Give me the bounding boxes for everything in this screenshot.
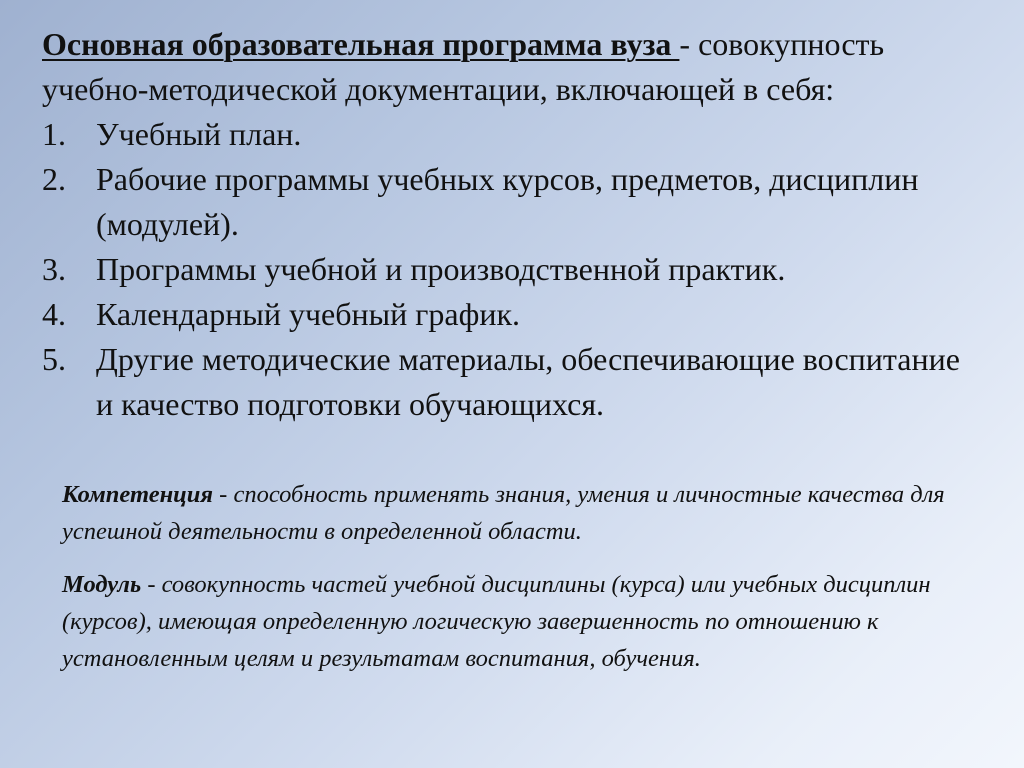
main-content	[42, 22, 982, 427]
competence-text: - способность применять знания, умения и личностные качества для успешной деятельности в определенной области.	[62, 481, 945, 545]
list-item-text: Учебный план.	[96, 116, 302, 152]
list-item-text: Другие методические материалы, обеспечивающие воспитание и качество подготовки обучающихся.	[96, 341, 960, 422]
list-item-text: Программы учебной и производственной практик.	[96, 251, 786, 287]
list-item	[42, 292, 982, 337]
list-item-text: Календарный учебный график.	[96, 296, 520, 332]
list-item-number: 4.	[42, 296, 66, 332]
list-item-number: 5.	[42, 341, 66, 377]
list-item-number: 3.	[42, 251, 66, 287]
module-definition	[62, 566, 962, 677]
competence-definition	[62, 476, 962, 550]
program-term: Основная образовательная программа вуза	[42, 26, 680, 62]
list-item	[42, 157, 982, 247]
list-item	[42, 337, 982, 427]
module-term: Модуль	[62, 571, 142, 598]
module-text: - совокупность частей учебной дисциплины (курса) или учебных дисциплин (курсов), имеющая определенную логическую завершенность по отношению к установленным целям и результатам воспитания, обучения.	[62, 571, 931, 672]
list-item-number: 1.	[42, 116, 66, 152]
list-item	[42, 247, 982, 292]
competence-term: Компетенция	[62, 481, 214, 508]
program-dash: -	[679, 26, 691, 62]
list-item	[42, 112, 982, 157]
definitions-block	[62, 476, 962, 677]
program-intro: совокупность учебно-методической документации, включающей в себя:	[42, 26, 885, 107]
program-definition	[42, 22, 982, 112]
list-item-text: Рабочие программы учебных курсов, предметов, дисциплин (модулей).	[96, 161, 919, 242]
program-components-list	[42, 112, 982, 427]
list-item-number: 2.	[42, 161, 66, 197]
